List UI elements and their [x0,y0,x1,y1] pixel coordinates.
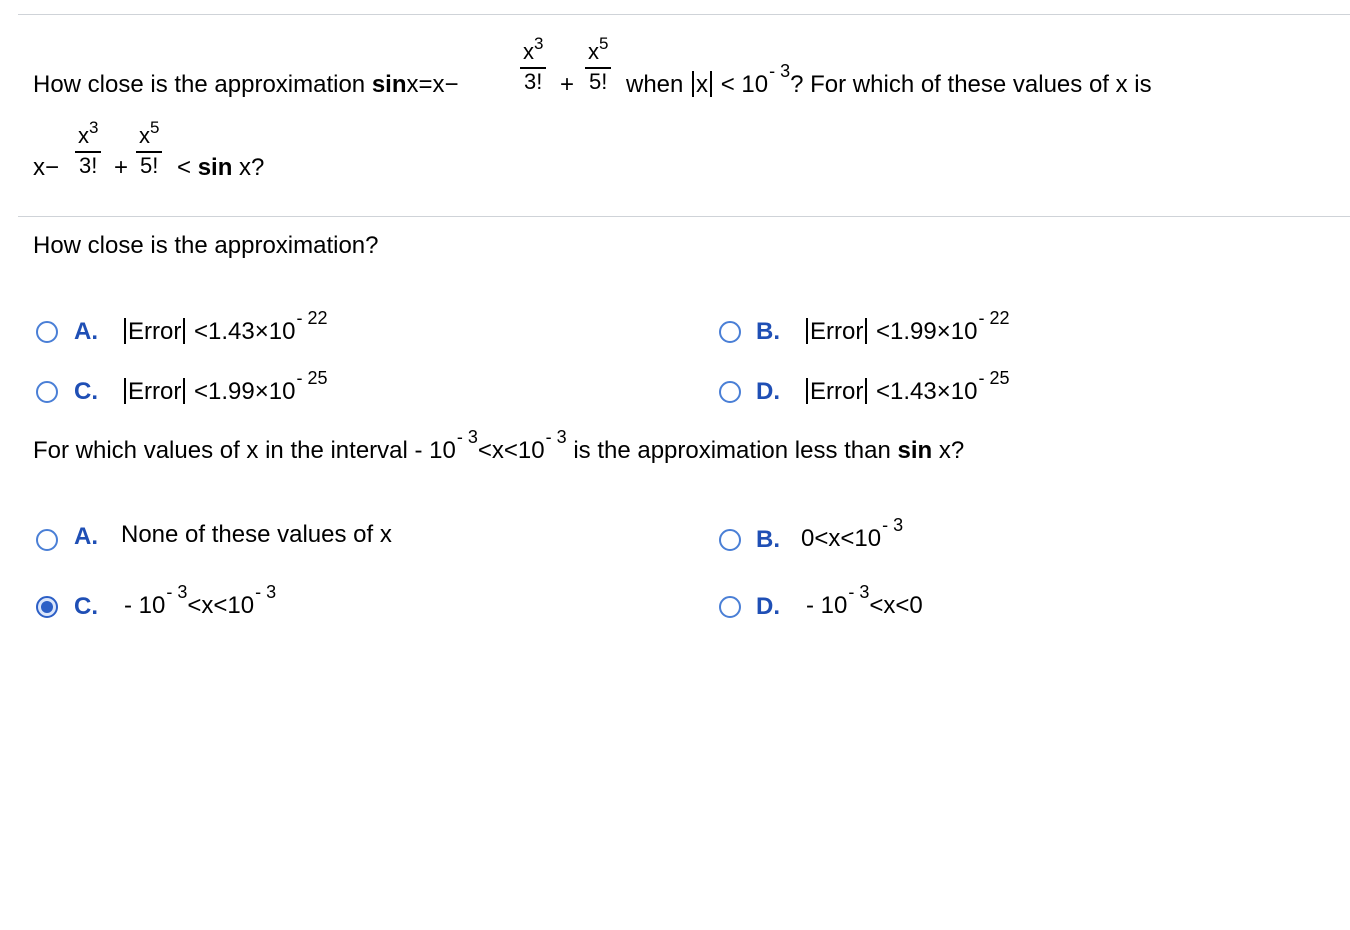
minus-sign: − [444,71,459,98]
exponent: - 25 [296,368,328,388]
part2-option-d-radio[interactable] [719,596,741,618]
sin-label: sin [371,71,407,98]
frac-den: 3! [79,152,98,178]
ten-base: 10 [950,318,978,345]
when-word: when [626,71,684,98]
fraction-x5-over-5fact [585,34,611,94]
x-question: x? [938,437,965,464]
neg-ten: - 10 [414,437,456,464]
error-word: Error [128,378,182,405]
interval-mid: <x<10 [477,437,545,464]
part1-option-b-letter[interactable]: B. [756,318,780,345]
error-word: Error [810,318,864,345]
question-lead: How close is the approximation [33,71,366,98]
exponent: - 3 [882,515,904,535]
ten-base: 10 [268,318,296,345]
question-tail: ? For which of these values of x is [790,71,1152,98]
part2-prompt-lead: For which values of x in the interval [33,437,408,464]
fraction-x3-over-3fact-line2 [75,118,101,178]
part2-option-d-letter[interactable]: D. [756,593,780,620]
times-sign: × [936,378,951,405]
question-line-1 [33,70,459,100]
plus-sign-line2: + [114,154,129,181]
fraction-x5-over-5fact-line2 [136,118,162,178]
part2-option-c-radio[interactable] [36,596,58,618]
part1-option-d-letter[interactable]: D. [756,378,780,405]
frac-num-exp: 3 [89,118,99,137]
frac-num-x: x [139,123,150,148]
x-term: x [33,154,45,181]
part1-option-d-text[interactable] [804,368,1010,406]
part2-option-a-radio[interactable] [36,529,58,551]
frac-num-exp: 5 [150,118,160,137]
sin-label: sin [897,437,933,464]
interval-post: <x<0 [869,592,923,619]
part2-option-b-radio[interactable] [719,529,741,551]
x-question: x? [239,154,265,181]
part2-prompt [33,427,965,467]
times-sign: × [936,318,951,345]
exponent: - 22 [296,308,328,328]
abs-x: x [696,71,709,98]
part1-option-b-radio[interactable] [719,321,741,343]
abs-bar-right [710,71,712,97]
frac-num-x: x [588,39,599,64]
exponent: - 3 [456,427,478,447]
exponent: - 25 [978,368,1010,388]
frac-den: 3! [524,68,543,94]
ten-base: 10 [268,378,296,405]
less-than: < [194,318,209,345]
part1-option-a-radio[interactable] [36,321,58,343]
top-divider [18,14,1350,15]
part1-option-a-letter[interactable]: A. [74,318,98,345]
exponent: - 3 [166,582,188,602]
error-word: Error [810,378,864,405]
part2-option-a-text[interactable]: None of these values of x [121,521,392,548]
x-var: x [406,71,419,98]
less-than: < [876,318,891,345]
times-sign: × [254,318,269,345]
part1-option-c-radio[interactable] [36,381,58,403]
part1-option-a-text[interactable] [122,308,328,346]
plus-sign: + [560,71,575,98]
frac-num-exp: 3 [534,34,544,53]
x-term: x [432,71,445,98]
less-than: < [194,378,209,405]
exponent: - 3 [769,61,791,81]
part1-option-d-radio[interactable] [719,381,741,403]
less-than: < [720,71,735,98]
exponent: - 22 [978,308,1010,328]
coefficient: 1.99 [208,378,255,405]
interval-text: 0<x<10 [801,525,882,552]
part1-prompt: How close is the approximation? [33,232,379,259]
ten-base: 10 [741,71,769,98]
less-than: < [177,154,192,181]
mid-divider [18,216,1350,217]
question-line-2-start [33,153,59,183]
part2-option-c-text[interactable] [124,582,277,620]
part2-option-a-letter[interactable]: A. [74,523,98,550]
part2-option-d-text[interactable] [806,582,923,620]
abs-bar-left [692,71,694,97]
part2-option-b-letter[interactable]: B. [756,526,780,553]
exponent: - 3 [255,582,277,602]
frac-num-x: x [523,39,534,64]
frac-den: 5! [589,68,608,94]
equals-sign: = [418,71,433,98]
sin-label: sin [197,154,233,181]
part2-option-b-text[interactable] [801,515,904,553]
part1-option-c-text[interactable] [122,368,328,406]
question-line-1-tail [626,61,1152,101]
neg-ten: - 10 [124,592,166,619]
fraction-x3-over-3fact [520,34,546,94]
error-word: Error [128,318,182,345]
interval-mid: <x<10 [187,592,255,619]
part1-option-b-text[interactable] [804,308,1010,346]
frac-den: 5! [140,152,159,178]
question-line-2-tail [177,153,264,183]
coefficient: 1.43 [890,378,937,405]
frac-num-exp: 5 [599,34,609,53]
minus-sign: − [45,154,60,181]
part2-prompt-tail: is the approximation less than [573,437,891,464]
less-than: < [876,378,891,405]
neg-ten: - 10 [806,592,848,619]
exponent: - 3 [545,427,567,447]
frac-num-x: x [78,123,89,148]
part2-option-c-letter[interactable]: C. [74,593,98,620]
coefficient: 1.99 [890,318,937,345]
coefficient: 1.43 [208,318,255,345]
part1-option-c-letter[interactable]: C. [74,378,98,405]
times-sign: × [254,378,269,405]
exponent: - 3 [848,582,870,602]
ten-base: 10 [950,378,978,405]
